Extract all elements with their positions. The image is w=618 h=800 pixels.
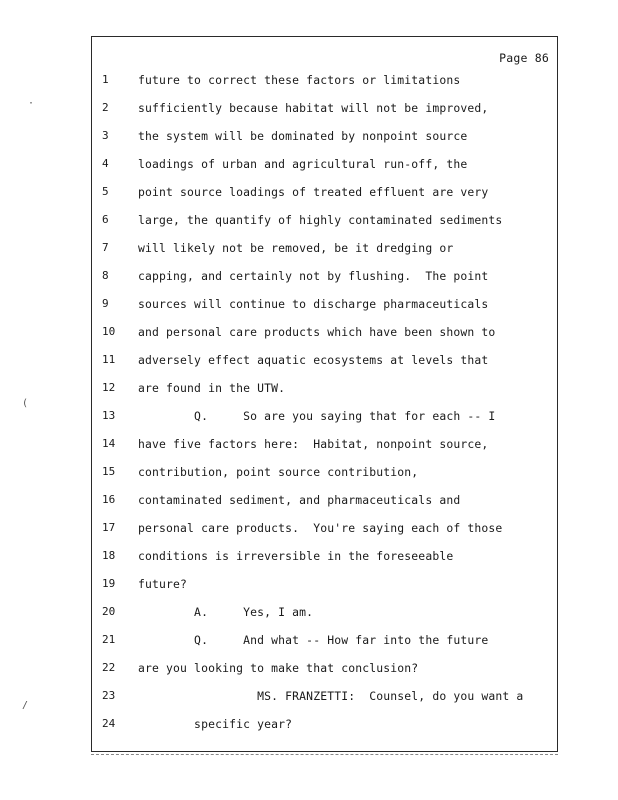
line-text: point source loadings of treated effluent are very (138, 185, 489, 199)
scan-speck: · (28, 98, 35, 109)
line-number: 5 (102, 185, 109, 198)
line-number: 22 (102, 661, 116, 674)
transcript-line (92, 521, 557, 537)
line-text: are found in the UTW. (138, 381, 286, 395)
transcript-line (92, 297, 557, 313)
line-number: 4 (102, 157, 109, 170)
line-text: large, the quantify of highly contaminated sediments (138, 213, 503, 227)
scan-speck: ( (22, 398, 29, 409)
line-number: 7 (102, 241, 109, 254)
transcript-line (92, 661, 557, 677)
line-text: capping, and certainly not by flushing. The point (138, 269, 489, 283)
transcript-line (92, 465, 557, 481)
line-text: will likely not be removed, be it dredging or (138, 241, 454, 255)
line-text: and personal care products which have been shown to (138, 325, 496, 339)
line-text: specific year? (138, 717, 293, 731)
transcript-line (92, 185, 557, 201)
line-text: personal care products. You're saying each of those (138, 521, 503, 535)
line-number: 1 (102, 73, 109, 86)
line-number: 16 (102, 493, 116, 506)
line-text: contaminated sediment, and pharmaceuticals and (138, 493, 461, 507)
line-number: 8 (102, 269, 109, 282)
line-text: conditions is irreversible in the foreseeable (138, 549, 454, 563)
transcript-line (92, 269, 557, 285)
line-number: 24 (102, 717, 116, 730)
transcript-line (92, 325, 557, 341)
line-text: future to correct these factors or limitations (138, 73, 461, 87)
transcript-line (92, 689, 557, 705)
transcript-line (92, 73, 557, 89)
line-text: Q. And what -- How far into the future (138, 633, 489, 647)
line-number: 11 (102, 353, 116, 366)
transcript-line (92, 549, 557, 565)
line-number: 20 (102, 605, 116, 618)
transcript-page (91, 36, 558, 752)
line-number: 15 (102, 465, 116, 478)
transcript-line (92, 409, 557, 425)
line-number: 18 (102, 549, 116, 562)
transcript-line (92, 353, 557, 369)
transcript-line (92, 241, 557, 257)
line-number: 3 (102, 129, 109, 142)
bottom-rule (91, 754, 558, 756)
line-number: 9 (102, 297, 109, 310)
line-number: 10 (102, 325, 116, 338)
line-text: sources will continue to discharge pharmaceuticals (138, 297, 489, 311)
line-text: have five factors here: Habitat, nonpoint source, (138, 437, 489, 451)
transcript-line (92, 101, 557, 117)
line-number: 2 (102, 101, 109, 114)
transcript-line (92, 633, 557, 649)
line-text: sufficiently because habitat will not be improved, (138, 101, 489, 115)
transcript-line (92, 381, 557, 397)
transcript-line (92, 129, 557, 145)
transcript-line (92, 437, 557, 453)
line-text: contribution, point source contribution, (138, 465, 419, 479)
line-number: 17 (102, 521, 116, 534)
transcript-line (92, 605, 557, 621)
transcript-line (92, 493, 557, 509)
line-text: loadings of urban and agricultural run-off, the (138, 157, 468, 171)
line-number: 21 (102, 633, 116, 646)
scan-speck: / (22, 700, 29, 711)
line-text: Q. So are you saying that for each -- I (138, 409, 496, 423)
line-text: adversely effect aquatic ecosystems at levels that (138, 353, 489, 367)
line-number: 12 (102, 381, 116, 394)
line-number: 13 (102, 409, 116, 422)
transcript-line (92, 717, 557, 733)
line-text: the system will be dominated by nonpoint source (138, 129, 468, 143)
line-text: A. Yes, I am. (138, 605, 314, 619)
line-number: 23 (102, 689, 116, 702)
transcript-line (92, 577, 557, 593)
transcript-line (92, 213, 557, 229)
line-number: 14 (102, 437, 116, 450)
line-text: future? (138, 577, 188, 591)
line-number: 6 (102, 213, 109, 226)
line-text: MS. FRANZETTI: Counsel, do you want a (138, 689, 524, 703)
transcript-line (92, 157, 557, 173)
page-number: Page 86 (499, 51, 549, 65)
line-number: 19 (102, 577, 116, 590)
line-text: are you looking to make that conclusion? (138, 661, 419, 675)
